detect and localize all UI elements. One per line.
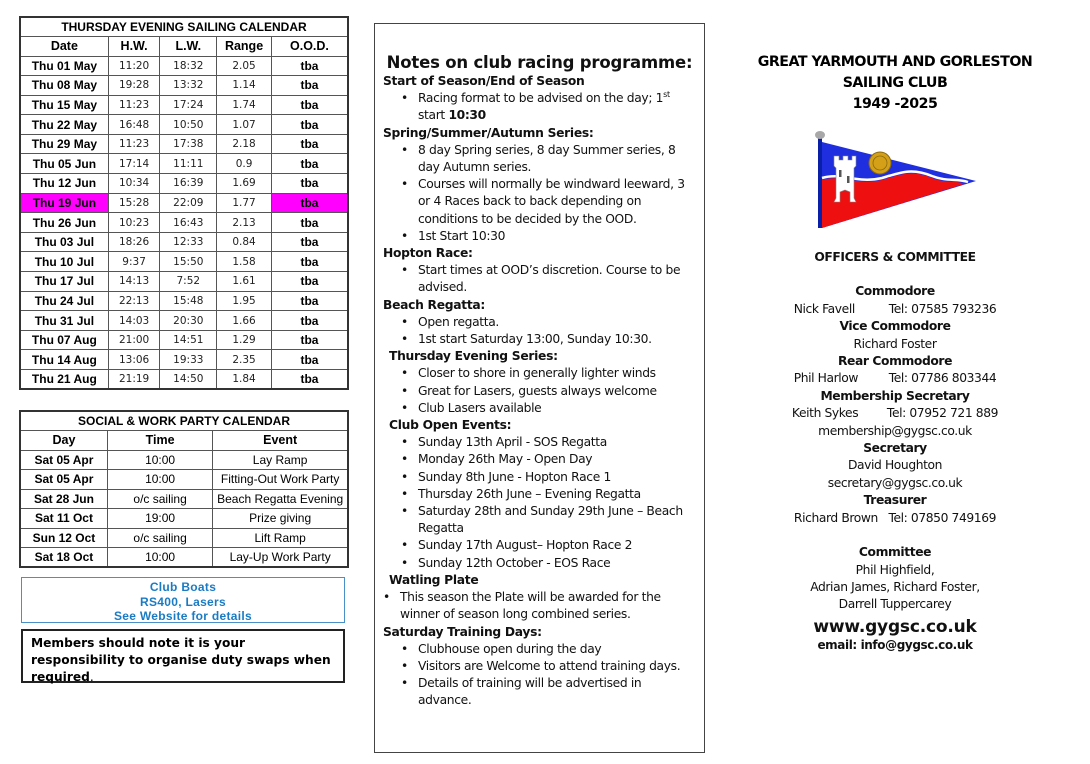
sailing-calendar-title: THURSDAY EVENING SAILING CALENDAR	[20, 17, 348, 36]
table-row	[20, 134, 348, 154]
table-row	[20, 370, 348, 390]
list-item: • Clubhouse open during the day	[401, 641, 696, 658]
table-row	[20, 509, 348, 529]
table-row	[20, 330, 348, 350]
commodore-contact	[760, 301, 1030, 318]
cell-high-water: 11:23	[108, 134, 160, 154]
cell-low-water: 15:48	[160, 291, 217, 311]
cell-time: 10:00	[107, 470, 212, 490]
table-row	[20, 528, 348, 548]
treasurer-contact: Richard Brown Tel: 07850 749169	[793, 510, 997, 525]
officers-committee	[760, 249, 1030, 652]
secretary-email-link[interactable]: secretary@gygsc.co.uk	[827, 475, 963, 490]
table-row	[20, 56, 348, 76]
flag-pole	[818, 136, 822, 228]
column-header-date: Date	[20, 36, 108, 56]
notes-section-heading: Club Open Events:	[389, 418, 512, 433]
table-row	[20, 470, 348, 490]
list-item-text: start	[418, 108, 449, 123]
cell-range: 1.07	[217, 115, 272, 135]
cell-date: Thu 26 Jun	[20, 213, 108, 233]
list-item: • Saturday 28th and Sunday 29th June – Beach Regatta	[401, 503, 696, 537]
cell-ood: tba	[271, 193, 348, 213]
club-boats-website-note: See Website for details	[113, 609, 253, 623]
cell-high-water: 14:13	[108, 272, 160, 292]
cell-day: Sat 18 Oct	[20, 548, 107, 568]
list-item: • Details of training will be advertised in advance.	[401, 675, 696, 709]
cell-low-water: 14:50	[160, 370, 217, 390]
cell-range: 2.35	[217, 350, 272, 370]
cell-range: 1.95	[217, 291, 272, 311]
cell-day: Sat 05 Apr	[20, 470, 107, 490]
cell-date: Thu 21 Aug	[20, 370, 108, 390]
cell-range: 0.84	[217, 232, 272, 252]
club-name-line2: SAILING CLUB	[842, 75, 948, 91]
cell-day: Sun 12 Oct	[20, 528, 107, 548]
column-header-day: Day	[20, 430, 107, 450]
cell-ood: tba	[271, 174, 348, 194]
committee-member-line: Adrian James, Richard Foster,	[810, 579, 980, 594]
secretary-role: Secretary	[863, 441, 927, 456]
ordinal-suffix: st	[663, 90, 670, 100]
list-item: • 1st Start 10:30	[401, 228, 696, 245]
cell-date: Thu 08 May	[20, 76, 108, 96]
commodore-name: Nick Favell	[793, 301, 855, 316]
cell-high-water: 13:06	[108, 350, 160, 370]
cell-time: 10:00	[107, 450, 212, 470]
table-row	[20, 232, 348, 252]
notes-bullet-list	[383, 142, 696, 245]
list-item: • Thursday 26th June – Evening Regatta	[401, 486, 696, 503]
membership-secretary-contact	[760, 405, 1030, 422]
list-item: • Courses will normally be windward leeward, 3 or 4 Races back to back depending on conditions to be decided by the OOD.	[401, 176, 696, 228]
column-header-event: Event	[213, 430, 348, 450]
cell-high-water: 16:48	[108, 115, 160, 135]
list-item: • This season the Plate will be awarded for the winner of season long combined series.	[383, 589, 696, 623]
cell-ood: tba	[271, 291, 348, 311]
table-row	[20, 193, 348, 213]
vice-commodore-role: Vice Commodore	[839, 319, 951, 334]
cell-high-water: 22:13	[108, 291, 160, 311]
cell-high-water: 11:20	[108, 56, 160, 76]
start-time: 10:30	[448, 108, 486, 123]
notes-bullet-list	[383, 641, 696, 710]
cell-event: Fitting-Out Work Party	[213, 470, 348, 490]
cell-low-water: 15:50	[160, 252, 217, 272]
cell-event: Lay-Up Work Party	[213, 548, 348, 568]
list-item: • Great for Lasers, guests always welcome	[401, 383, 696, 400]
cell-range: 1.29	[217, 330, 272, 350]
cell-low-water: 18:32	[160, 56, 217, 76]
cell-ood: tba	[271, 370, 348, 390]
column-header-ood: O.O.D.	[271, 36, 348, 56]
column-header-lw: L.W.	[160, 36, 217, 56]
cell-ood: tba	[271, 154, 348, 174]
cell-range: 0.9	[217, 154, 272, 174]
cell-high-water: 15:28	[108, 193, 160, 213]
table-row	[20, 154, 348, 174]
cell-time: o/c sailing	[107, 528, 212, 548]
column-header-hw: H.W.	[108, 36, 160, 56]
club-burgee-flag-logo	[812, 128, 982, 228]
list-item: • 1st start Saturday 13:00, Sunday 10:30.	[401, 331, 696, 348]
flag-pole-finial	[815, 131, 825, 139]
commodore-tel: Tel: 07585 793236	[888, 301, 997, 316]
treasurer-role: Treasurer	[863, 493, 927, 508]
cell-low-water: 19:33	[160, 350, 217, 370]
cell-low-water: 17:38	[160, 134, 217, 154]
list-item: • Visitors are Welcome to attend training days.	[401, 658, 696, 675]
cell-high-water: 11:23	[108, 95, 160, 115]
cell-date: Thu 01 May	[20, 56, 108, 76]
cell-day: Sat 11 Oct	[20, 509, 107, 529]
table-row	[20, 252, 348, 272]
cell-ood: tba	[271, 76, 348, 96]
commodore-role: Commodore	[855, 284, 935, 299]
cell-date: Thu 15 May	[20, 95, 108, 115]
cell-date: Thu 24 Jul	[20, 291, 108, 311]
gold-medallion-icon	[869, 152, 891, 174]
list-item	[401, 90, 696, 124]
cell-event: Beach Regatta Evening	[213, 489, 348, 509]
cell-event: Prize giving	[213, 509, 348, 529]
list-item-text: Racing format to be advised on the day; 1	[418, 91, 664, 106]
club-boats-types: RS400, Lasers	[140, 594, 226, 609]
info-email-link[interactable]: email: info@gygsc.co.uk	[817, 637, 973, 652]
cell-date: Thu 14 Aug	[20, 350, 108, 370]
list-item: • Sunday 12th October - EOS Race	[401, 555, 696, 572]
cell-high-water: 10:23	[108, 213, 160, 233]
cell-low-water: 20:30	[160, 311, 217, 331]
list-item: • Sunday 13th April - SOS Regatta	[401, 434, 696, 451]
list-item: • Monday 26th May - Open Day	[401, 451, 696, 468]
cell-range: 1.61	[217, 272, 272, 292]
table-row	[20, 174, 348, 194]
notes-bullet-list	[383, 90, 696, 124]
cell-time: 10:00	[107, 548, 212, 568]
thursday-sailing-calendar-table	[19, 16, 349, 390]
cell-date: Thu 17 Jul	[20, 272, 108, 292]
cell-date: Thu 29 May	[20, 134, 108, 154]
cell-range: 1.84	[217, 370, 272, 390]
membership-secretary-tel: Tel: 07952 721 889	[886, 406, 999, 421]
cell-ood: tba	[271, 232, 348, 252]
cell-range: 1.58	[217, 252, 272, 272]
table-row	[20, 311, 348, 331]
rear-commodore-tel: Tel: 07786 803344	[888, 371, 997, 386]
table-row	[20, 115, 348, 135]
table-row	[20, 450, 348, 470]
list-item: • Start times at OOD’s discretion. Course to be advised.	[401, 262, 696, 296]
notes-section-heading: Start of Season/End of Season	[383, 74, 585, 88]
cell-date: Thu 19 Jun	[20, 193, 108, 213]
cell-high-water: 9:37	[108, 252, 160, 272]
racing-notes-panel	[374, 23, 705, 753]
duty-swap-note	[21, 629, 345, 683]
table-row	[20, 76, 348, 96]
club-boats-box	[21, 577, 345, 623]
social-calendar-title: SOCIAL & WORK PARTY CALENDAR	[20, 411, 348, 430]
table-row	[20, 213, 348, 233]
cell-date: Thu 05 Jun	[20, 154, 108, 174]
committee-member-line: Phil Highfield,	[855, 562, 935, 577]
notes-section-heading: Saturday Training Days:	[383, 624, 542, 639]
club-header	[740, 52, 1050, 115]
committee-member-line: Darrell Tuppercarey	[838, 597, 952, 612]
cell-ood: tba	[271, 252, 348, 272]
membership-secretary-name: Keith Sykes	[791, 406, 859, 421]
notes-section-heading: Watling Plate	[389, 572, 479, 587]
cell-ood: tba	[271, 56, 348, 76]
notes-section-heading: Hopton Race:	[383, 246, 473, 261]
cell-low-water: 16:43	[160, 213, 217, 233]
membership-secretary-role: Membership Secretary	[820, 388, 970, 403]
cell-high-water: 19:28	[108, 76, 160, 96]
cell-date: Thu 31 Jul	[20, 311, 108, 331]
club-years: 1949 -2025	[852, 96, 938, 112]
list-item: • Sunday 17th August– Hopton Race 2	[401, 537, 696, 554]
membership-email-link[interactable]: membership@gygsc.co.uk	[818, 423, 972, 438]
cell-ood: tba	[271, 95, 348, 115]
notes-title: Notes on club racing programme:	[386, 53, 693, 72]
duty-swap-note-text: Members should note it is your responsibility to organise duty swaps when required	[31, 636, 331, 684]
secretary-name: David Houghton	[847, 458, 943, 473]
cell-range: 2.18	[217, 134, 272, 154]
cell-low-water: 22:09	[160, 193, 217, 213]
cell-low-water: 13:32	[160, 76, 217, 96]
cell-high-water: 14:03	[108, 311, 160, 331]
cell-event: Lift Ramp	[213, 528, 348, 548]
club-boats-heading: Club Boats	[149, 580, 217, 594]
notes-bullet-list	[383, 589, 696, 623]
rear-commodore-name: Phil Harlow	[793, 371, 859, 386]
cell-ood: tba	[271, 134, 348, 154]
social-work-party-calendar-table	[19, 410, 349, 568]
table-row	[20, 95, 348, 115]
cell-range: 1.14	[217, 76, 272, 96]
cell-range: 2.05	[217, 56, 272, 76]
cell-low-water: 12:33	[160, 232, 217, 252]
table-row	[20, 548, 348, 568]
cell-time: o/c sailing	[107, 489, 212, 509]
column-header-time: Time	[107, 430, 212, 450]
cell-ood: tba	[271, 213, 348, 233]
notes-bullet-list	[383, 262, 696, 296]
cell-high-water: 10:34	[108, 174, 160, 194]
notes-bullet-list	[383, 314, 696, 348]
cell-day: Sat 28 Jun	[20, 489, 107, 509]
notes-bullet-list	[383, 434, 696, 572]
notes-section-heading: Beach Regatta:	[383, 297, 486, 312]
cell-range: 1.77	[217, 193, 272, 213]
cell-date: Thu 22 May	[20, 115, 108, 135]
duty-swap-note-period: .	[89, 670, 94, 684]
list-item: • 8 day Spring series, 8 day Summer series, 8 day Autumn series.	[401, 142, 696, 176]
cell-high-water: 21:19	[108, 370, 160, 390]
cell-range: 1.69	[217, 174, 272, 194]
list-item: • Club Lasers available	[401, 400, 696, 417]
website-link[interactable]: www.gygsc.co.uk	[813, 616, 977, 637]
cell-high-water: 21:00	[108, 330, 160, 350]
cell-ood: tba	[271, 115, 348, 135]
cell-ood: tba	[271, 330, 348, 350]
cell-low-water: 14:51	[160, 330, 217, 350]
cell-day: Sat 05 Apr	[20, 450, 107, 470]
cell-time: 19:00	[107, 509, 212, 529]
cell-low-water: 7:52	[160, 272, 217, 292]
cell-high-water: 17:14	[108, 154, 160, 174]
vice-commodore-name: Richard Foster	[853, 336, 937, 351]
cell-ood: tba	[271, 272, 348, 292]
cell-date: Thu 03 Jul	[20, 232, 108, 252]
cell-low-water: 11:11	[160, 154, 217, 174]
list-item: • Closer to shore in generally lighter winds	[401, 365, 696, 382]
notes-section-heading: Thursday Evening Series:	[389, 349, 558, 364]
committee-role: Committee	[858, 545, 932, 560]
cell-ood: tba	[271, 311, 348, 331]
cell-range: 2.13	[217, 213, 272, 233]
cell-date: Thu 07 Aug	[20, 330, 108, 350]
notes-bullet-list	[383, 365, 696, 417]
cell-range: 1.74	[217, 95, 272, 115]
cell-low-water: 10:50	[160, 115, 217, 135]
cell-event: Lay Ramp	[213, 450, 348, 470]
table-row	[20, 272, 348, 292]
table-row	[20, 291, 348, 311]
club-name-line1: GREAT YARMOUTH AND GORLESTON	[757, 54, 1033, 70]
cell-low-water: 16:39	[160, 174, 217, 194]
cell-date: Thu 10 Jul	[20, 252, 108, 272]
cell-ood: tba	[271, 350, 348, 370]
table-row	[20, 350, 348, 370]
cell-low-water: 17:24	[160, 95, 217, 115]
officers-title: OFFICERS & COMMITTEE	[814, 250, 976, 264]
table-row	[20, 489, 348, 509]
notes-section-heading: Spring/Summer/Autumn Series:	[383, 125, 594, 140]
column-header-range: Range	[217, 36, 272, 56]
list-item: • Open regatta.	[401, 314, 696, 331]
cell-high-water: 18:26	[108, 232, 160, 252]
cell-range: 1.66	[217, 311, 272, 331]
rear-commodore-role: Rear Commodore	[837, 354, 953, 369]
list-item: • Sunday 8th June - Hopton Race 1	[401, 469, 696, 486]
rear-commodore-contact	[760, 370, 1030, 387]
cell-date: Thu 12 Jun	[20, 174, 108, 194]
